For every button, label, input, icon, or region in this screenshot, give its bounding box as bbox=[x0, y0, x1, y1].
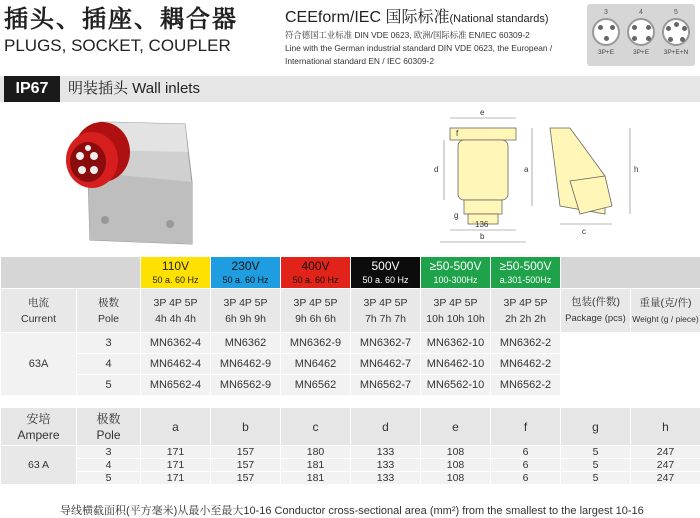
voltage-400: 400V 50 a. 60 Hz bbox=[281, 257, 351, 289]
section-title: 明装插头 Wall inlets bbox=[68, 80, 200, 97]
standards-line-en-2: International standard EN / IEC 60309-2 bbox=[285, 56, 434, 66]
voltage-hf-2: ≥50-500V a.301-500Hz bbox=[491, 257, 561, 289]
table-row: 5 MN6562-4 MN6562-9 MN6562 MN6562-7 MN6562-10 MN6562-2 bbox=[1, 375, 700, 396]
title-english: PLUGS, SOCKET, COUPLER bbox=[4, 36, 231, 55]
standards-title: CEEform/IEC 国际标准(National standards) bbox=[285, 9, 549, 26]
ordering-table bbox=[0, 256, 700, 396]
pole-header-row: 电流 Current 极数 Pole 3P 4P 5P 4h 4h 4h 3P 4P 5P 6h 9h 9h 3P 4P 5P 9h 6h 6h 3P 4P 5P 7h 7h 7h 3P 4P 5P 10h 10h 10h 3P 4P 5P 2h 2h 2h 包装(件数) Package (pcs) 重量(克/件) Weight (g / piece) bbox=[1, 289, 700, 333]
voltage-header-row bbox=[1, 257, 700, 289]
table-row: 4 MN6462-4 MN6462-9 MN6462 MN6462-7 MN6462-10 MN6462-2 bbox=[1, 354, 700, 375]
voltage-230: 230V 50 a. 60 Hz bbox=[211, 257, 281, 289]
svg-text:b: b bbox=[480, 232, 485, 241]
standards-line-cn: 符合德国工业标准 DIN VDE 0623, 欧洲/国际标准 EN/IEC 60309-2 bbox=[285, 30, 530, 40]
ip-rating-badge: IP67 bbox=[4, 76, 60, 102]
pin-config-4: 4 3P+E bbox=[624, 9, 658, 57]
voltage-hf-1: ≥50-500V 100-300Hz bbox=[421, 257, 491, 289]
svg-text:h: h bbox=[634, 165, 639, 174]
svg-text:c: c bbox=[582, 227, 586, 236]
footnote: 导线横截面积(平方毫米)从最小至最大10-16 Conductor cross-sectional area (mm²) from the smallest to the largest 10-16 bbox=[60, 505, 644, 517]
product-photo bbox=[60, 112, 200, 250]
ampere-value: 63 A bbox=[1, 446, 77, 485]
socket-face-icon bbox=[627, 18, 655, 46]
standards-line-en-1: Line with the German industrial standard DIN VDE 0623, the European / bbox=[285, 43, 553, 53]
table-row: 63A 3 MN6362-4 MN6362 MN6362-9 MN6362-7 MN6362-10 MN6362-2 bbox=[1, 333, 700, 354]
table-row: 63 A 3 171 157 180 133 108 6 5 247 bbox=[1, 446, 700, 459]
section-bar bbox=[0, 76, 700, 102]
ampere-header: 安培 Ampere bbox=[1, 408, 77, 446]
svg-text:e: e bbox=[480, 108, 485, 117]
table-row: 4 171 157 181 133 108 6 5 247 bbox=[1, 459, 700, 472]
pin-config-3: 3 3P+E bbox=[589, 9, 623, 57]
pin-configuration-panel bbox=[587, 4, 695, 66]
svg-text:a: a bbox=[524, 165, 529, 174]
header-titles bbox=[4, 6, 238, 56]
pin-config-5: 5 3P+E+N bbox=[663, 9, 689, 56]
weight-header: 重量(克/件) Weight (g / piece) bbox=[631, 289, 700, 333]
package-header: 包装(件数) Package (pcs) bbox=[561, 289, 631, 333]
svg-text:136: 136 bbox=[475, 220, 489, 229]
svg-text:f: f bbox=[456, 129, 459, 138]
voltage-500: 500V 50 a. 60 Hz bbox=[351, 257, 421, 289]
socket-face-icon bbox=[662, 18, 690, 46]
standards-block bbox=[285, 8, 575, 68]
voltage-110: 110V 50 a. 60 Hz bbox=[141, 257, 211, 289]
pole-header: 极数 Pole bbox=[77, 289, 141, 333]
dimensions-header-row: 安培 Ampere 极数 Pole a b c d e f g h bbox=[1, 408, 700, 446]
svg-text:g: g bbox=[454, 211, 459, 220]
title-chinese: 插头、插座、耦合器 bbox=[4, 6, 238, 33]
pole-header: 极数 Pole bbox=[77, 408, 141, 446]
socket-face-icon bbox=[592, 18, 620, 46]
current-value: 63A bbox=[1, 333, 77, 396]
dimensions-table bbox=[0, 407, 700, 485]
table-row: 5 171 157 181 133 108 6 5 247 bbox=[1, 472, 700, 485]
svg-text:d: d bbox=[434, 165, 439, 174]
current-header: 电流 Current bbox=[1, 289, 77, 333]
dimension-drawing bbox=[420, 106, 680, 248]
